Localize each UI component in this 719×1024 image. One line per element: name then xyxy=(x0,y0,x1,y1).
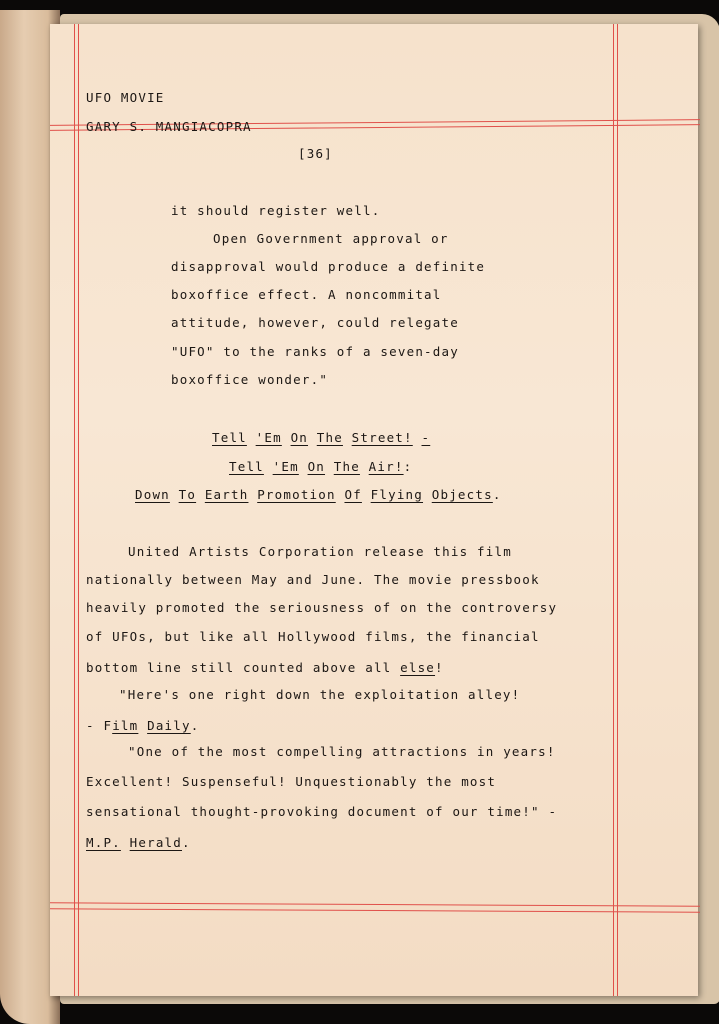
text-segment: bottom line still counted above all xyxy=(86,660,401,675)
text-line xyxy=(213,231,449,246)
text-segment: Tell xyxy=(212,430,247,445)
text-segment: . xyxy=(182,835,191,850)
text-line xyxy=(86,660,444,675)
margin-rule xyxy=(613,24,614,996)
text-segment: Excellent! Suspenseful! Unquestionably the most xyxy=(86,774,497,789)
text-line xyxy=(86,804,557,819)
text-segment xyxy=(325,459,334,474)
text-segment xyxy=(138,718,147,733)
text-segment: Down xyxy=(135,487,170,502)
document-title: UFO MOVIE xyxy=(86,90,165,105)
text-segment: : xyxy=(403,459,413,474)
section-heading xyxy=(135,487,502,502)
text-line xyxy=(171,372,328,387)
margin-rule xyxy=(78,24,79,996)
text-segment xyxy=(121,835,130,850)
text-line xyxy=(86,600,557,615)
text-segment: To xyxy=(178,487,197,502)
text-segment: - F xyxy=(86,718,113,733)
section-heading xyxy=(229,459,412,474)
text-segment: Objects xyxy=(431,487,493,502)
text-segment xyxy=(308,430,317,445)
text-segment: Tell xyxy=(229,459,264,474)
text-segment: nationally between May and June. The movie pressbook xyxy=(86,572,540,587)
text-line xyxy=(86,774,496,789)
text-segment: it should register well. xyxy=(171,203,381,218)
margin-rule xyxy=(617,24,618,996)
text-segment xyxy=(413,430,422,445)
text-segment: boxoffice effect. A noncommital xyxy=(171,287,442,302)
text-segment: . xyxy=(190,718,200,733)
text-line xyxy=(171,259,485,274)
text-segment: 'Em xyxy=(255,430,282,445)
text-segment: sensational thought-provoking document of our time!" - xyxy=(86,804,558,819)
text-line xyxy=(86,629,540,644)
text-line xyxy=(119,687,520,702)
text-line xyxy=(86,835,191,850)
text-segment: . xyxy=(492,487,502,502)
text-segment: The xyxy=(333,459,360,474)
text-segment: On xyxy=(290,430,309,445)
text-segment: ! xyxy=(435,660,444,675)
section-heading xyxy=(212,430,430,445)
text-line xyxy=(171,203,380,218)
text-line xyxy=(128,744,556,759)
text-segment: Promotion xyxy=(257,487,336,502)
text-segment: boxoffice wonder." xyxy=(171,372,329,387)
text-segment: Of xyxy=(344,487,362,502)
text-segment: - xyxy=(421,430,431,445)
text-segment: "One of the most compelling attractions in years! xyxy=(128,744,556,759)
text-segment xyxy=(360,459,369,474)
text-segment: of UFOs, but like all Hollywood films, the financial xyxy=(86,629,540,644)
text-segment: Daily xyxy=(147,718,191,733)
text-segment: M.P. xyxy=(86,835,121,850)
text-line xyxy=(171,344,459,359)
text-segment: attitude, however, could relegate xyxy=(171,315,459,330)
text-line xyxy=(86,718,199,733)
text-segment: Flying xyxy=(370,487,424,502)
document-page xyxy=(50,24,698,996)
text-segment: ilm xyxy=(112,718,139,733)
text-segment xyxy=(362,487,371,502)
text-segment: heavily promoted the seriousness of on the controversy xyxy=(86,600,558,615)
text-segment xyxy=(248,487,257,502)
text-segment: Air! xyxy=(368,459,404,474)
text-segment xyxy=(196,487,205,502)
margin-rule xyxy=(74,24,75,996)
text-segment: The xyxy=(316,430,343,445)
text-line xyxy=(171,315,459,330)
text-segment xyxy=(170,487,179,502)
page-number: [36] xyxy=(298,146,333,161)
text-segment xyxy=(299,459,308,474)
author-name: GARY S. MANGIACOPRA xyxy=(86,119,252,134)
text-segment: 'Em xyxy=(272,459,299,474)
text-segment: disapproval would produce a definite xyxy=(171,259,486,274)
text-segment: else xyxy=(400,660,436,675)
text-segment xyxy=(264,459,273,474)
text-line xyxy=(86,572,540,587)
text-segment: Earth xyxy=(204,487,249,502)
text-line xyxy=(128,544,512,559)
text-segment xyxy=(282,430,291,445)
text-segment xyxy=(247,430,256,445)
text-segment: "Here's one right down the exploitation alley! xyxy=(119,687,521,702)
text-segment: "UFO" to the ranks of a seven-day xyxy=(171,344,459,359)
text-line xyxy=(171,287,442,302)
text-segment: Open Government approval or xyxy=(213,231,449,246)
text-segment: Herald xyxy=(129,835,182,850)
text-segment xyxy=(343,430,352,445)
text-segment: Street! xyxy=(351,430,413,445)
text-segment xyxy=(423,487,432,502)
text-segment: United Artists Corporation release this film xyxy=(128,544,512,559)
text-segment: On xyxy=(307,459,326,474)
